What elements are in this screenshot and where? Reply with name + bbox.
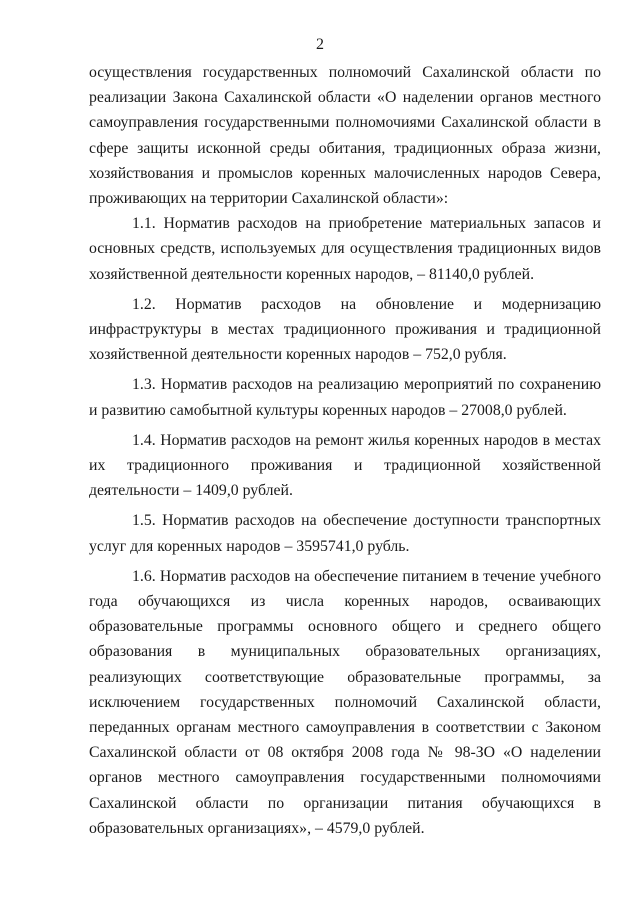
clause-1-2: 1.2. Норматив расходов на обновление и модернизацию инфраструктуры в местах традиционного проживания и традиционной хозяйственной деятельности коренных народов – 752,0 рубля.: [89, 295, 601, 364]
document-body: [89, 60, 601, 841]
clause-1-3: 1.3. Норматив расходов на реализацию мероприятий по сохранению и развитию самобытной культуры коренных народов – 27008,0 рублей.: [89, 376, 601, 419]
clause-1-4: 1.4. Норматив расходов на ремонт жилья коренных народов в местах их традиционного проживания и традиционной хозяйственной деятельности – 1409,0 рублей.: [89, 431, 601, 500]
intro-paragraph: осуществления государственных полномочий Сахалинской области по реализации Закона Сахалинской области «О наделении органов местного самоуправления государственными полномочиями Сахалинской области в сфере защиты исконной среды обитания, традиционных образа жизни, хозяйствования и промыслов коренных малочисленных народов Севера, проживающих на территории Сахалинской области»:: [89, 64, 601, 208]
clause-1-6: 1.6. Норматив расходов на обеспечение питанием в течение учебного года обучающихся из числа коренных народов, осваивающих образовательные программы основного общего и среднего общего образования в муниципальных образовательных организациях, реализующих соответствующие образовательные программы, за исключением государственных полномочий Сахалинской области, переданных органам местного самоуправления в соответствии с Законом Сахалинской области от 08 октября 2008 года № 98-ЗО «О наделении органов местного самоуправления государственными полномочиями Сахалинской области по организации питания обучающихся в образовательных организациях», – 4579,0 рублей.: [89, 567, 601, 837]
clause-1-1: 1.1. Норматив расходов на приобретение материальных запасов и основных средств, используемых для осуществления традиционных видов хозяйственной деятельности коренных народов, – 81140,0 рублей.: [89, 215, 601, 283]
clause-1-5: 1.5. Норматив расходов на обеспечение доступности транспортных услуг для коренных народов – 3595741,0 рубль.: [89, 512, 601, 555]
page-number: 2: [316, 36, 324, 53]
